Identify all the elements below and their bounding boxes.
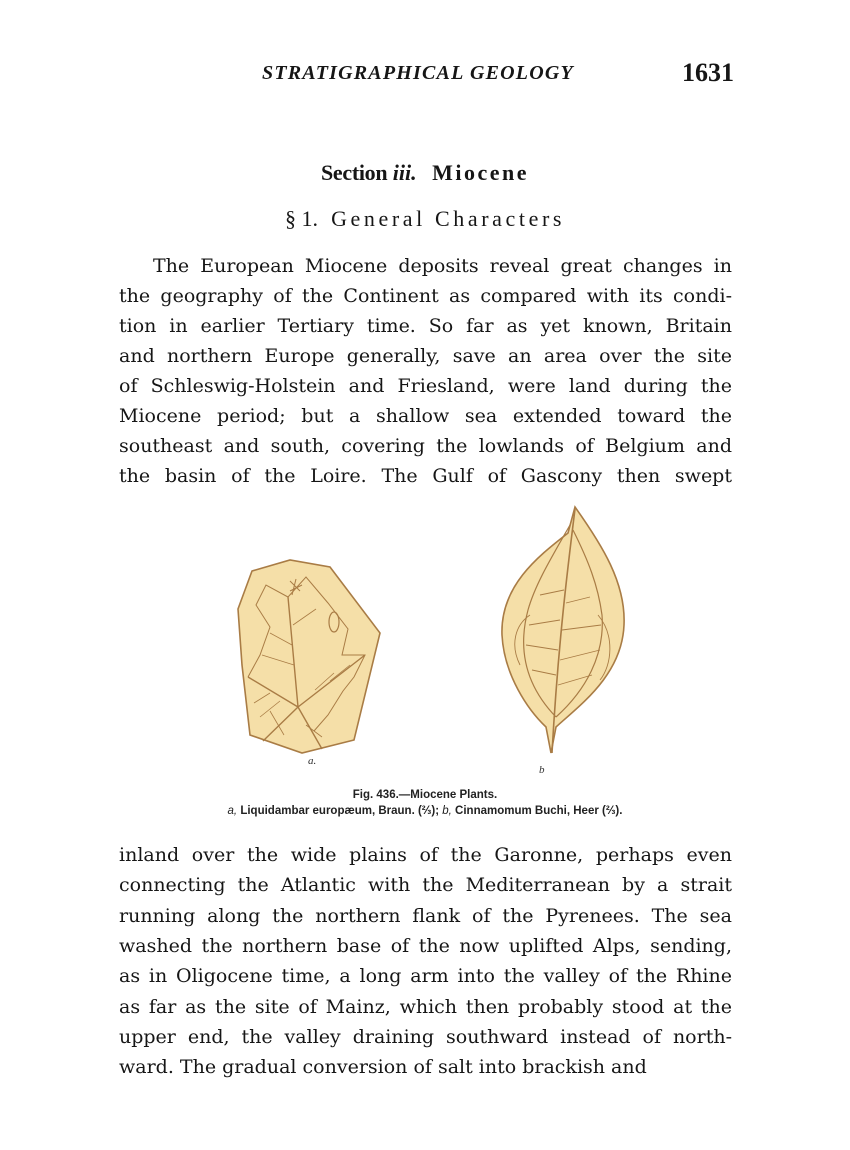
text-line: and northern Europe generally, save an area over the site [119,345,732,367]
text-line: ward. The gradual conversion of salt into brackish and [119,1056,647,1078]
cinnamomum-leaf [502,507,624,753]
caption-b: Cinnamomum Buchi, Heer (⅔). [455,805,623,817]
text-line: connecting the Atlantic with the Mediterranean by a strait [119,874,732,896]
figure-label-b: b [539,764,545,776]
text-line: running along the northern flank of the Pyrenees. The sea [119,905,732,927]
section-number: iii. [392,160,417,185]
figure-label-a: a. [308,755,317,767]
caption-a: Liquidambar europæum, Braun. (⅔); [240,805,440,817]
subsection-number: § 1. [284,206,318,231]
text-line: washed the northern base of the now uplifted Alps, sending, [119,935,732,957]
subsection-title: General Characters [331,206,566,231]
text-line: Miocene period; but a shallow sea extended toward the [119,405,732,427]
text-line: of Schleswig-Holstein and Friesland, were land during the [119,375,732,397]
section-name: Miocene [432,160,530,185]
subsection-heading [0,206,850,232]
text-line: southeast and south, covering the lowlands of Belgium and [119,435,732,457]
caption-b-letter: b, [442,805,452,817]
figure-miocene-plants [230,505,630,780]
text-line: as far as the site of Mainz, which then probably stood at the [119,996,732,1018]
liquidambar-leaf-fossil [238,560,380,753]
text-line: upper end, the valley draining southward instead of north- [119,1026,732,1048]
text-line: as in Oligocene time, a long arm into the valley of the Rhine [119,965,732,987]
figure-caption [0,787,850,819]
page-number: 1631 [682,58,734,87]
page-header [0,58,850,94]
section-heading [0,160,850,186]
text-line: inland over the wide plains of the Garonne, perhaps even [119,844,732,866]
text-line: tion in earlier Tertiary time. So far as yet known, Britain [119,315,732,337]
caption-title: Fig. 436.—Miocene Plants. [352,789,498,801]
caption-a-letter: a, [227,805,238,817]
section-label: Section [320,160,388,185]
running-head: STRATIGRAPHICAL GEOLOGY [262,62,574,84]
text-line: The European Miocene deposits reveal great changes in [153,255,732,277]
text-line: the basin of the Loire. The Gulf of Gascony then swept [119,465,732,487]
text-line: the geography of the Continent as compared with its condi- [119,285,732,307]
caption-species [0,803,850,819]
leaf-illustrations [230,505,630,780]
